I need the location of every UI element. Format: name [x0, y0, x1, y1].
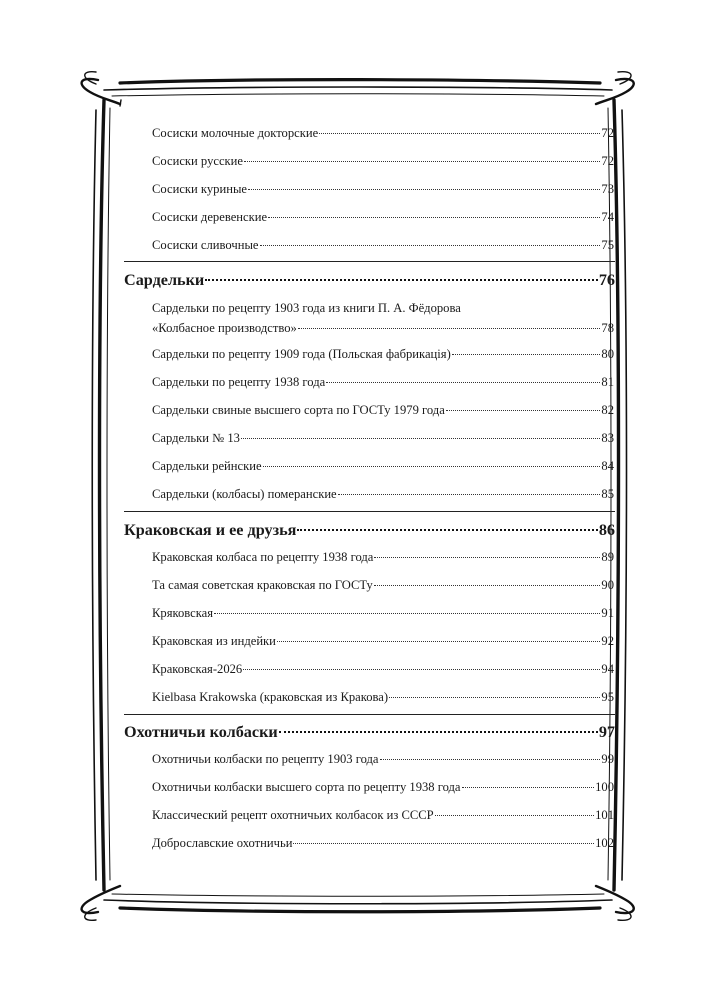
toc-entry — [152, 807, 614, 823]
page-number: 74 — [601, 210, 614, 224]
toc-section — [124, 722, 615, 742]
dot-leader — [214, 613, 600, 614]
dot-leader — [319, 133, 600, 134]
page-number: 85 — [601, 487, 614, 501]
toc-entry — [152, 430, 614, 446]
dot-leader — [243, 669, 600, 670]
toc-entry-title: Сосиски русские — [152, 154, 243, 168]
page-number: 86 — [598, 521, 615, 539]
page-number: 72 — [601, 126, 614, 140]
toc-entry — [152, 458, 614, 474]
toc-section-title: Сардельки — [124, 271, 205, 289]
toc-entry — [152, 689, 614, 705]
dot-leader — [244, 161, 600, 162]
toc-entry-title: Краковская-2026 — [152, 662, 243, 676]
toc-entry-title-line: Сардельки по рецепту 1903 года из книги П. А. Фёдорова — [152, 301, 461, 315]
dot-leader — [293, 843, 594, 844]
toc-entry — [152, 402, 614, 418]
dot-leader — [446, 410, 601, 411]
page-number: 76 — [598, 271, 615, 289]
toc-entry — [152, 374, 614, 390]
page-number: 83 — [601, 431, 614, 445]
page-number: 92 — [601, 634, 614, 648]
page-number: 99 — [601, 752, 614, 766]
toc-entry — [152, 549, 614, 565]
toc-entry-title: Сардельки свиные высшего сорта по ГОСТу 1979 года — [152, 403, 445, 417]
toc-entry-title: Краковская из индейки — [152, 634, 276, 648]
section-divider — [124, 511, 615, 512]
toc-entry-title: Охотничьи колбаски по рецепту 1903 года — [152, 752, 379, 766]
toc-section-title: Краковская и ее друзья — [124, 521, 297, 539]
dot-leader — [277, 641, 600, 642]
toc-entry-title: Та самая советская краковская по ГОСТу — [152, 578, 373, 592]
toc-entry — [152, 181, 614, 197]
page-number: 101 — [595, 808, 614, 822]
dot-leader — [374, 585, 601, 586]
page-number: 94 — [601, 662, 614, 676]
toc-entry-title: Сардельки рейнские — [152, 459, 262, 473]
toc-entry-title: Сардельки по рецепту 1938 года — [152, 375, 326, 389]
page-number: 91 — [601, 606, 614, 620]
toc-entry-title: Сардельки № 13 — [152, 431, 240, 445]
toc-entry — [152, 237, 614, 253]
dot-leader — [389, 697, 600, 698]
toc-section-title: Охотничьи колбаски — [124, 723, 278, 741]
toc-entry-title: Kielbasa Krakowska (краковская из Кракова) — [152, 690, 389, 704]
toc-entry-title: Сардельки по рецепту 1909 года (Польская фабрикація) — [152, 347, 451, 361]
dot-leader — [279, 731, 598, 733]
toc-entry — [152, 209, 614, 225]
page-number: 78 — [601, 321, 614, 335]
toc-entry — [152, 153, 614, 169]
section-divider — [124, 714, 615, 715]
dot-leader — [452, 354, 601, 355]
dot-leader — [297, 529, 597, 531]
toc-entry — [152, 486, 614, 502]
dot-leader — [326, 382, 600, 383]
toc-entry-title: Сосиски молочные докторские — [152, 126, 319, 140]
page-number: 89 — [601, 550, 614, 564]
dot-leader — [374, 557, 600, 558]
page-number: 100 — [595, 780, 614, 794]
toc-entry — [152, 346, 614, 362]
page-number: 73 — [601, 182, 614, 196]
toc-entry-title: Сардельки (колбасы) померанские — [152, 487, 337, 501]
toc-entry-title: «Колбасное производство» — [152, 321, 297, 335]
page-number: 90 — [601, 578, 614, 592]
page-number: 97 — [598, 723, 615, 741]
toc-entry — [152, 751, 614, 767]
toc-entry-title: Краковская колбаса по рецепту 1938 года — [152, 550, 374, 564]
dot-leader — [462, 787, 595, 788]
page-number: 84 — [601, 459, 614, 473]
page-number: 75 — [601, 238, 614, 252]
dot-leader — [268, 217, 600, 218]
dot-leader — [260, 245, 601, 246]
page-number: 82 — [601, 403, 614, 417]
toc-entry-title: Сосиски куриные — [152, 182, 248, 196]
dot-leader — [298, 328, 601, 329]
toc-entry — [152, 125, 614, 141]
page-number: 81 — [601, 375, 614, 389]
dot-leader — [338, 494, 601, 495]
dot-leader — [205, 279, 598, 281]
dot-leader — [380, 759, 601, 760]
toc-section — [124, 270, 615, 290]
toc-entry — [152, 779, 614, 795]
toc-entry — [152, 605, 614, 621]
toc-entry — [152, 300, 614, 336]
page-number: 95 — [601, 690, 614, 704]
dot-leader — [435, 815, 594, 816]
toc-entry-title: Кряковская — [152, 606, 214, 620]
toc-entry — [152, 835, 614, 851]
dot-leader — [241, 438, 600, 439]
toc-section — [124, 520, 615, 540]
section-divider — [124, 261, 615, 262]
toc-entry — [152, 661, 614, 677]
toc-entry-title: Охотничьи колбаски высшего сорта по рецепту 1938 года — [152, 780, 461, 794]
toc-entry — [152, 633, 614, 649]
dot-leader — [248, 189, 600, 190]
page-number: 102 — [595, 836, 614, 850]
toc-entry-title: Сосиски сливочные — [152, 238, 259, 252]
toc-entry-title: Сосиски деревенские — [152, 210, 268, 224]
page-number: 72 — [601, 154, 614, 168]
page-number: 80 — [601, 347, 614, 361]
toc-entry — [152, 577, 614, 593]
dot-leader — [263, 466, 601, 467]
toc-entry-title: Классический рецепт охотничьих колбасок из СССР — [152, 808, 434, 822]
toc-entry-title: Доброславские охотничьи — [152, 836, 293, 850]
